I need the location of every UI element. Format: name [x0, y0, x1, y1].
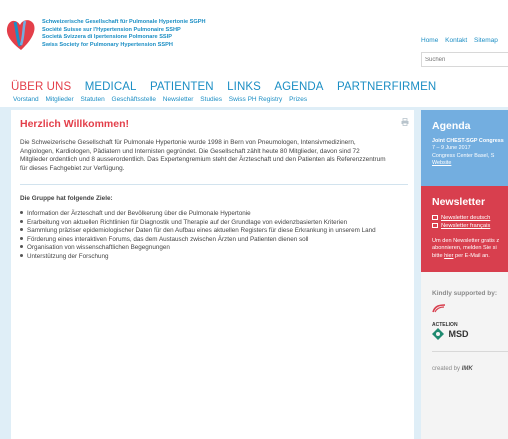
org-name-it: Società Svizzera di Ipertensione Polmonare SSIP	[42, 34, 172, 41]
intro-text	[20, 139, 408, 173]
newsletter-fr-label: Newsletter français	[441, 223, 491, 229]
created-by-prefix: created by	[432, 366, 461, 372]
msd-logo[interactable]	[432, 324, 468, 342]
nav-item-partnerfirmen[interactable]: PARTNERFIRMEN	[336, 81, 437, 93]
nav-item-ueber-uns[interactable]: ÜBER UNS	[11, 81, 72, 93]
newsletter-info-line: abonnieren, melden Sie si	[432, 245, 497, 252]
newsletter-de-link[interactable]	[432, 215, 490, 221]
newsletter-info	[432, 238, 499, 260]
goal-text: Erarbeitung von aktuellen Richtlinien für Diagnostik und Therapie auf der Grundlage von evidenzbasierten Kriterien	[27, 218, 348, 226]
newsletter-box	[421, 186, 508, 272]
newsletter-signup-link[interactable]: hier	[444, 252, 454, 259]
subnav-vorstand[interactable]: Vorstand	[13, 96, 39, 103]
actelion-label: ACTELION	[432, 322, 458, 328]
sponsors-title: Kindly supported by:	[432, 290, 497, 297]
newsletter-de-label: Newsletter deutsch	[441, 215, 491, 221]
bullet-icon	[20, 228, 23, 231]
sub-nav	[13, 96, 312, 103]
agenda-box	[421, 110, 508, 186]
org-name-en: Swiss Society for Pulmonary Hypertension SSPH	[42, 41, 173, 48]
goal-text: Sammlung präziser epidemiologischer Daten für den Aufbau eines aktuellen Registers für diese Erkrankung in unserem Land	[27, 227, 376, 234]
list-item	[20, 210, 410, 219]
sponsors-divider	[432, 351, 508, 352]
bullet-icon	[20, 254, 23, 257]
list-item	[20, 236, 410, 245]
intro-line: Die Schweizerische Gesellschaft für Pulmonale Hypertonie wurde 1998 in Bern von Pneumologen, Intensivmedizinern,	[20, 139, 356, 146]
content-divider	[20, 184, 408, 185]
newsletter-title: Newsletter	[432, 196, 486, 208]
agenda-entry	[432, 138, 504, 168]
agenda-title: Agenda	[432, 120, 471, 132]
sitemap-link[interactable]: Sitemap	[474, 37, 498, 44]
nav-item-patienten[interactable]: PATIENTEN	[149, 81, 214, 93]
subnav-geschaeftsstelle[interactable]: Geschäftsstelle	[111, 96, 156, 103]
agenda-event[interactable]: Joint CHEST-SGP Congress	[432, 138, 504, 144]
list-item	[20, 244, 410, 253]
nav-item-medical[interactable]: MEDICAL	[84, 81, 137, 93]
subnav-newsletter[interactable]: Newsletter	[162, 96, 194, 103]
list-item	[20, 253, 410, 262]
goal-text: Information der Ärzteschaft und der Bevölkerung über die Pulmonale Hypertonie	[27, 210, 251, 217]
main-nav	[11, 77, 445, 95]
intro-line: für dieses Fachgebiet zur Verfügung.	[20, 164, 125, 172]
org-names	[42, 19, 206, 49]
sponsors-box	[421, 272, 508, 439]
newsletter-info-text: per E-Mail an.	[453, 252, 490, 259]
subnav-prizes[interactable]: Prizes	[289, 96, 308, 103]
org-name-fr: Société Suisse sur l'Hypertension Pulmonaire SSHP	[42, 26, 181, 33]
pdf-icon	[432, 215, 438, 220]
subnav-statuten[interactable]: Statuten	[80, 96, 105, 103]
created-by-link[interactable]: IMK	[461, 366, 473, 372]
list-item	[20, 219, 410, 228]
msd-label: MSD	[448, 329, 469, 339]
subnav-studies[interactable]: Studies	[200, 96, 222, 103]
newsletter-fr-link[interactable]	[432, 223, 490, 229]
bullet-icon	[20, 237, 23, 240]
goals-list	[20, 210, 410, 261]
society-logo[interactable]	[4, 16, 38, 52]
agenda-website-link[interactable]: Website	[432, 160, 452, 167]
goal-text: Organisation von wissenschaftlichen Begegnungen	[27, 244, 170, 251]
page-title: Herzlich Willkommen!	[20, 118, 130, 130]
bullet-icon	[20, 211, 23, 214]
list-item	[20, 227, 410, 236]
org-name-de: Schweizerische Gesellschaft für Pulmonale Hypertonie SGPH	[42, 19, 206, 25]
pdf-icon	[432, 223, 438, 228]
subnav-registry[interactable]: Swiss PH Registry	[228, 96, 283, 103]
created-by	[432, 366, 473, 372]
subnav-mitglieder[interactable]: Mitglieder	[45, 96, 74, 103]
bullet-icon	[20, 220, 23, 223]
agenda-dates: 7 – 9 June 2017	[432, 145, 471, 152]
newsletter-info-line	[432, 253, 499, 260]
msd-mark-icon	[432, 328, 444, 340]
top-links	[421, 37, 503, 44]
nav-item-agenda[interactable]: AGENDA	[274, 81, 324, 93]
print-icon[interactable]	[401, 118, 409, 126]
intro-line: Mitglieder ordentlich und 8 ausserordentlich. Das Expertengremium steht der Ärzteschaft und den Patienten als Referenzzentrum	[20, 156, 386, 164]
goal-text: Unterstützung der Forschung	[27, 252, 109, 260]
home-link[interactable]: Home	[421, 37, 439, 44]
bullet-icon	[20, 245, 23, 248]
intro-line: Angiologen, Kardiologen, Pädiatern und Internisten gegründet. Die Gesellschaft zählt heute 80 Mitglieder, davon sind 72	[20, 147, 360, 155]
goal-text: Förderung eines interaktiven Forums, das dem Austausch zwischen Ärzten und Patienten dienen soll	[27, 235, 309, 243]
actelion-mark-icon	[432, 304, 446, 313]
newsletter-info-line: Um den Newsletter gratis z	[432, 238, 500, 244]
nav-item-links[interactable]: LINKS	[227, 81, 261, 93]
search-input[interactable]	[421, 52, 508, 67]
agenda-location: Congress Center Basel, S	[432, 152, 495, 159]
newsletter-info-text: bitte	[432, 252, 445, 259]
goals-heading: Die Gruppe hat folgende Ziele:	[20, 195, 113, 202]
kontakt-link[interactable]: Kontakt	[445, 37, 468, 44]
